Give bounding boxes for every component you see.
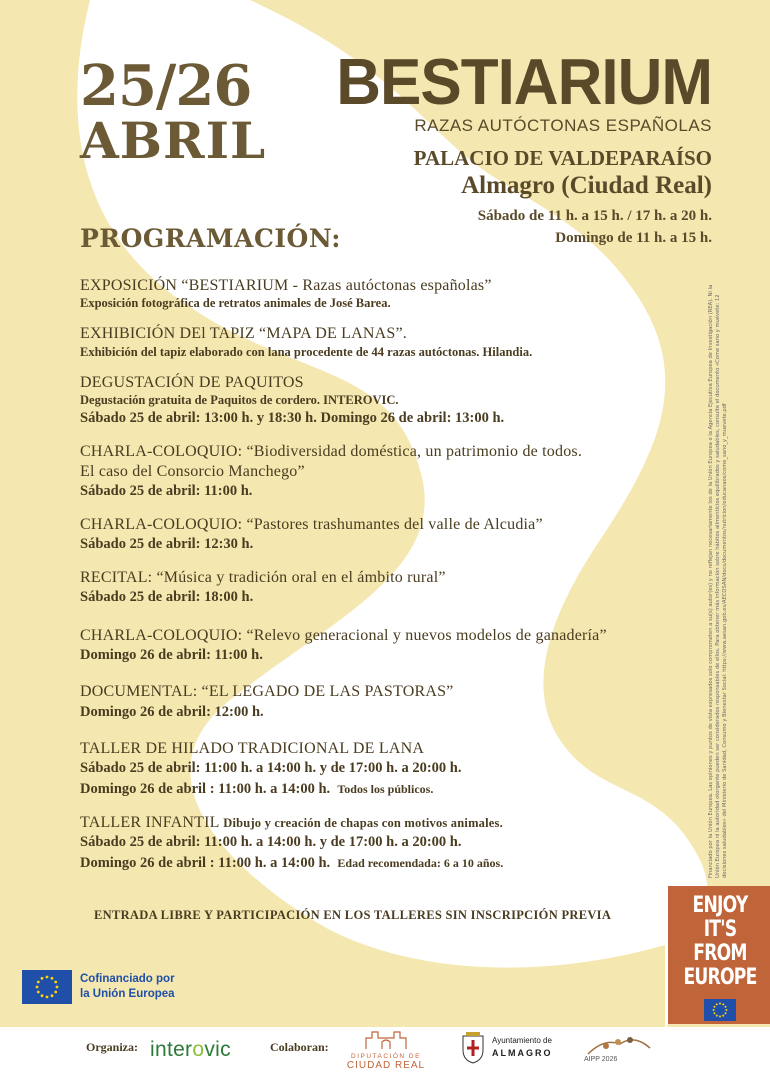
colaboran-label: Colaboran: bbox=[270, 1040, 329, 1054]
event-heading: DOCUMENTAL: “EL LEGADO DE LAS PASTORAS” bbox=[80, 683, 454, 701]
building-icon bbox=[364, 1028, 408, 1050]
program-title: PROGRAMACIÓN: bbox=[80, 224, 342, 253]
event-heading: CHARLA-COLOQUIO: “Pastores trashumantes del valle de Alcudia” bbox=[80, 515, 543, 533]
venue-name: PALACIO DE VALDEPARAÍSO bbox=[413, 146, 712, 170]
opening-hours bbox=[414, 206, 712, 250]
interovic-part: inter bbox=[150, 1038, 193, 1061]
event-schedule: Sábado 25 de abril: 11:00 h. bbox=[80, 482, 253, 499]
venue-city: Almagro (Ciudad Real) bbox=[461, 172, 712, 199]
date-month: ABRIL bbox=[80, 111, 267, 170]
ayuntamiento-text bbox=[492, 1036, 553, 1058]
event-heading: CHARLA-COLOQUIO: “Biodiversidad doméstica, un patrimonio de todos. bbox=[80, 443, 583, 461]
event-item bbox=[80, 276, 680, 311]
herd-icon bbox=[584, 1030, 654, 1056]
event-schedule: Sábado 25 de abril: 18:00 h. bbox=[80, 589, 254, 606]
event-schedule: Sábado 25 de abril: 11:00 h. a 14:00 h. y de 17:00 h. a 20:00 h. bbox=[80, 833, 462, 850]
event-schedule bbox=[80, 853, 680, 874]
interovic-part: vic bbox=[204, 1038, 231, 1061]
diputacion-logo bbox=[344, 1028, 428, 1071]
eu-text bbox=[80, 972, 175, 1002]
enjoy-line1: ENJOY bbox=[692, 893, 748, 918]
aipp-2026-logo bbox=[584, 1030, 654, 1061]
event-item bbox=[80, 373, 680, 429]
event-schedule: Sábado 25 de abril: 12:30 h. bbox=[80, 535, 254, 552]
event-schedule bbox=[80, 779, 680, 800]
event-heading: RECITAL: “Música y tradición oral en el ámbito rural” bbox=[80, 568, 446, 586]
aipp-text bbox=[584, 1056, 644, 1063]
event-description: Exposición fotográfica de retratos animales de José Barea. bbox=[80, 296, 391, 311]
event-heading-desc: Dibujo y creación de chapas con motivos animales. bbox=[223, 815, 503, 830]
diputacion-line1: DIPUTACIÓN DE bbox=[351, 1053, 421, 1060]
event-item bbox=[80, 682, 680, 722]
page-subtitle: RAZAS AUTÓCTONAS ESPAÑOLAS bbox=[414, 116, 712, 135]
brand bbox=[336, 46, 712, 136]
enjoy-line2: IT'S FROM bbox=[693, 917, 747, 966]
event-schedule: Sábado 25 de abril: 11:00 h. a 14:00 h. y de 17:00 h. a 20:00 h. bbox=[80, 759, 462, 776]
eu-flag-icon bbox=[22, 970, 72, 1004]
interovic-part: o bbox=[192, 1038, 205, 1061]
event-dates bbox=[80, 53, 267, 170]
diputacion-line2: CIUDAD REAL bbox=[346, 1060, 426, 1071]
ayto-line1: Ayuntamiento de bbox=[492, 1036, 552, 1045]
event-schedule: Sábado 25 de abril: 13:00 h. y 18:30 h. Domingo 26 de abril: 13:00 h. bbox=[80, 410, 505, 427]
eu-flag-icon bbox=[704, 999, 736, 1021]
event-heading bbox=[80, 813, 680, 832]
event-heading: TALLER DE HILADO TRADICIONAL DE LANA bbox=[80, 739, 425, 757]
enjoy-line3: EUROPE bbox=[683, 965, 757, 990]
event-heading-cont: El caso del Consorcio Manchego” bbox=[80, 462, 305, 480]
hours-saturday: Sábado de 11 h. a 15 h. / 17 h. a 20 h. bbox=[477, 208, 712, 224]
event-description: Degustación gratuita de Paquitos de cordero. INTEROVIC. bbox=[80, 393, 399, 408]
event-item bbox=[80, 442, 680, 501]
event-item bbox=[80, 739, 680, 800]
event-heading-text: TALLER INFANTIL bbox=[80, 813, 220, 831]
event-note: Edad recomendada: 6 a 10 años. bbox=[337, 855, 504, 870]
eu-line2: la Unión Europea bbox=[80, 988, 175, 1000]
eu-cofinancing bbox=[22, 970, 175, 1004]
date-days: 25/26 bbox=[80, 53, 252, 119]
coat-of-arms-icon bbox=[460, 1030, 486, 1064]
event-item bbox=[80, 515, 680, 555]
funding-disclaimer: Financiado por la Unión Europea. Las opiniones y puntos de vista expresados solo comprometen a su(s) autor(es) y no reflejan necesariamente los de la Unión Europea o la Agencia Ejecutiva Europea de Investigación (REA). Ni la Unión Europea ni la autoridad otorgante pueden ser considerados responsables de ellos. Para obtener más información sobre hábitos alimenticios equilibrados y saludables, consulte el documento «Come sano y muévete: 12 decisiones saludables» del Ministerio de Sanidad, Consumo y Bienestar Social: https://www.aesan.gob.es/AECOSAN/docs/documentos/nutricion/educanaos/come_sano_y_muevete.pdf bbox=[708, 284, 729, 878]
event-heading: CHARLA-COLOQUIO: “Relevo generacional y nuevos modelos de ganadería” bbox=[80, 627, 607, 645]
event-description: Exhibición del tapiz elaborado con lana procedente de 44 razas autóctonas. Hilandia. bbox=[80, 344, 533, 359]
event-item bbox=[80, 568, 680, 608]
enjoy-europe-logo bbox=[668, 886, 770, 1024]
hours-sunday: Domingo de 11 h. a 15 h. bbox=[555, 229, 712, 246]
aipp-label: AIPP bbox=[584, 1056, 600, 1063]
event-schedule: Domingo 26 de abril: 12:00 h. bbox=[80, 703, 264, 720]
schedule-text: Domingo 26 de abril : 11:00 h. a 14:00 h. bbox=[80, 854, 331, 871]
organiza-label: Organiza: bbox=[86, 1040, 138, 1054]
event-heading: EXPOSICIÓN “BESTIARIUM - Razas autóctonas españolas” bbox=[80, 277, 492, 294]
page-title: BESTIARIUM bbox=[336, 46, 712, 119]
event-heading: DEGUSTACIÓN DE PAQUITOS bbox=[80, 373, 304, 391]
ayto-line2: ALMAGRO bbox=[492, 1048, 553, 1058]
free-entry-notice: ENTRADA LIBRE Y PARTICIPACIÓN EN LOS TALLERES SIN INSCRIPCIÓN PREVIA bbox=[94, 908, 612, 922]
schedule-text: Domingo 26 de abril : 11:00 h. a 14:00 h. bbox=[80, 780, 331, 797]
event-schedule: Domingo 26 de abril: 11:00 h. bbox=[80, 647, 263, 664]
interovic-logo bbox=[150, 1038, 231, 1062]
event-note: Todos los públicos. bbox=[337, 781, 434, 796]
aipp-year: 2026 bbox=[601, 1056, 618, 1063]
venue-info bbox=[414, 146, 712, 250]
event-item bbox=[80, 813, 680, 874]
event-item bbox=[80, 626, 680, 666]
eu-line1: Cofinanciado por bbox=[80, 973, 175, 986]
event-heading: EXHIBICIÓN DEl TAPIZ “MAPA DE LANAS”. bbox=[80, 325, 408, 343]
ayuntamiento-logo bbox=[460, 1030, 553, 1064]
program-list bbox=[80, 276, 680, 887]
event-item bbox=[80, 324, 680, 359]
